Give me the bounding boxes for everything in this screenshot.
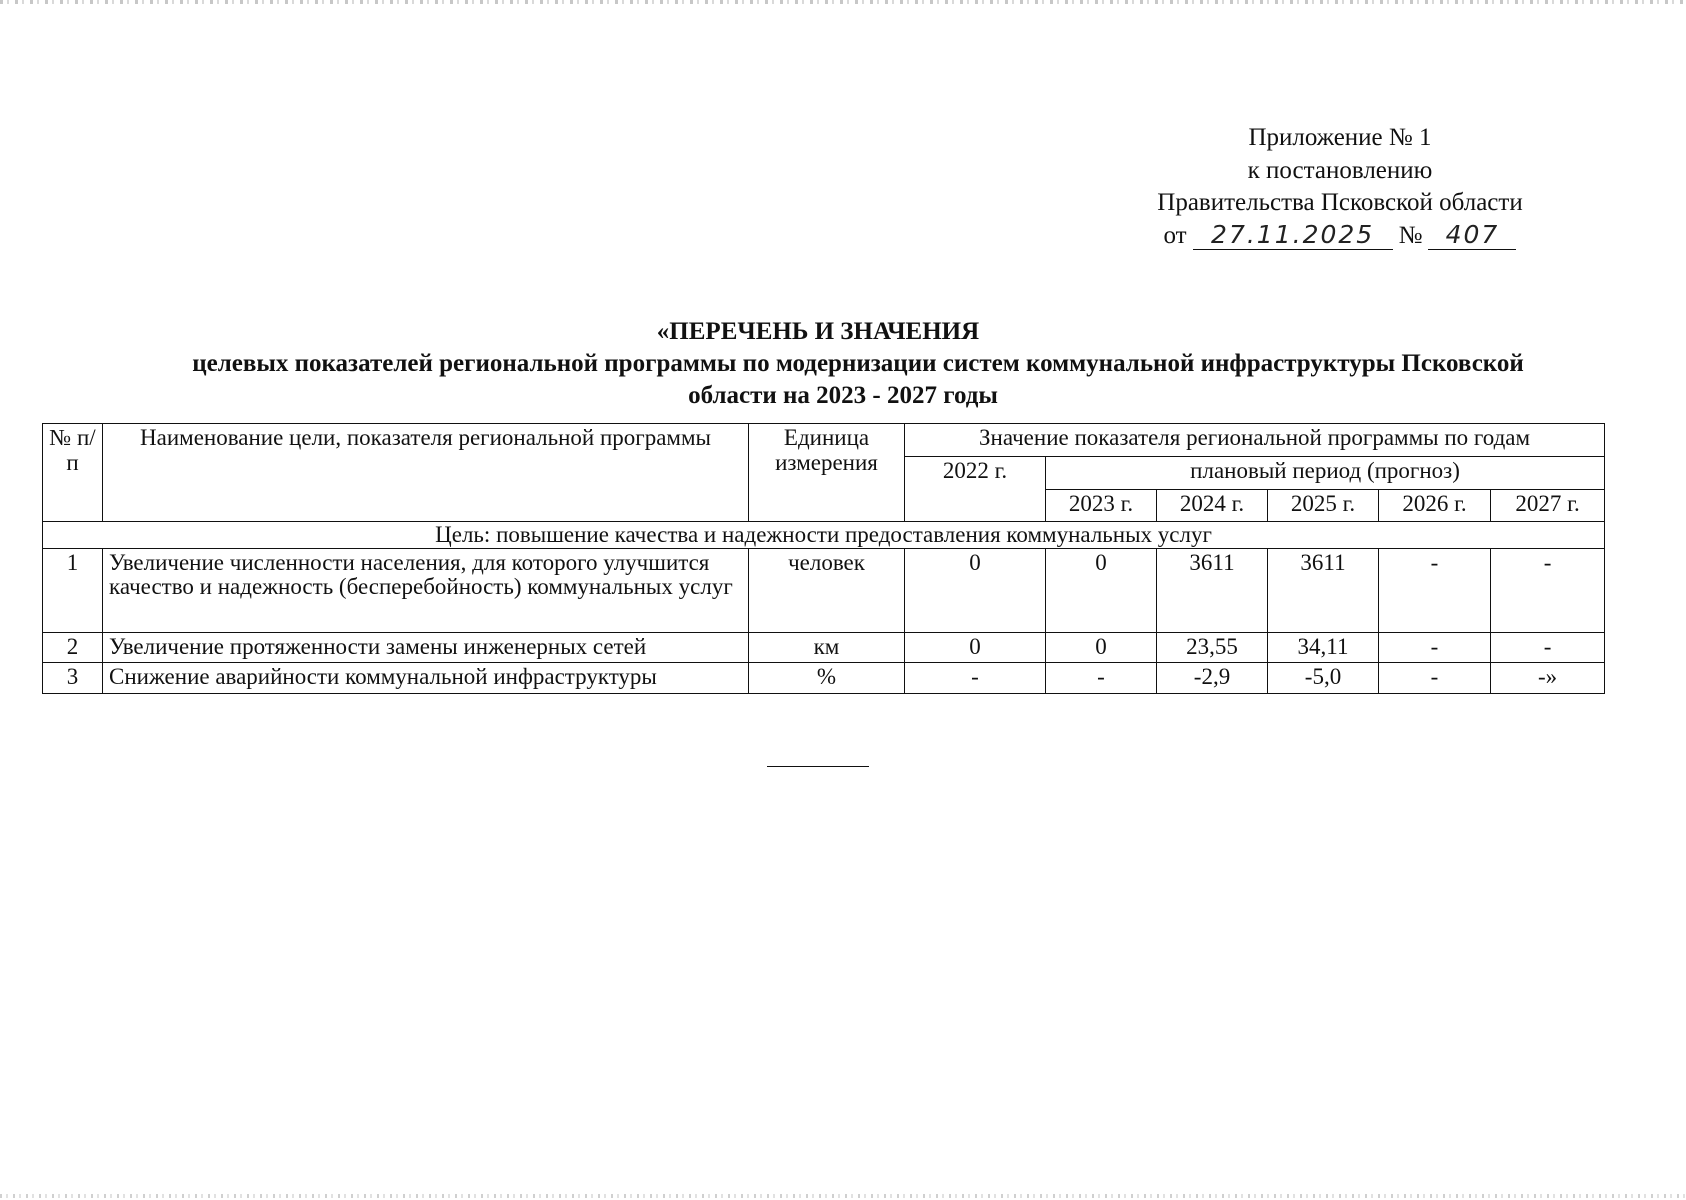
row-value-2026: - bbox=[1379, 548, 1491, 632]
row-value-2025: 3611 bbox=[1268, 548, 1379, 632]
header-values-group: Значение показателя региональной программы по годам bbox=[905, 424, 1605, 457]
row-value-2022: 0 bbox=[905, 632, 1046, 662]
header-unit: Единица измерения bbox=[749, 424, 905, 522]
row-value-2026: - bbox=[1379, 662, 1491, 693]
header-num: № п/п bbox=[43, 424, 103, 522]
header-year-2026: 2026 г. bbox=[1379, 490, 1491, 522]
row-value-2022: - bbox=[905, 662, 1046, 693]
row-value-2024: 3611 bbox=[1157, 548, 1268, 632]
table-row bbox=[43, 548, 1605, 632]
document-title bbox=[0, 316, 1686, 412]
row-value-2025: -5,0 bbox=[1268, 662, 1379, 693]
row-name: Увеличение численности населения, для которого улучшится качество и надежность (бесперебойность) коммунальных услуг bbox=[103, 548, 749, 632]
indicators-table bbox=[42, 423, 1605, 694]
header-base-year: 2022 г. bbox=[905, 457, 1046, 522]
appendix-line-3: Правительства Псковской области bbox=[1157, 189, 1523, 216]
goal-text: Цель: повышение качества и надежности предоставления коммунальных услуг bbox=[43, 522, 1605, 549]
header-year-2027: 2027 г. bbox=[1491, 490, 1605, 522]
scan-edge-bottom bbox=[0, 1194, 1686, 1198]
appendix-line-1: Приложение № 1 bbox=[1248, 124, 1432, 151]
row-unit: человек bbox=[749, 548, 905, 632]
scan-edge-top bbox=[0, 0, 1686, 4]
row-num: 2 bbox=[43, 632, 103, 662]
header-row-1 bbox=[43, 424, 1605, 457]
row-value-2023: - bbox=[1046, 662, 1157, 693]
handwritten-date: 27.11.2025 bbox=[1193, 221, 1393, 250]
row-value-2027: -» bbox=[1491, 662, 1605, 693]
row-value-2024: 23,55 bbox=[1157, 632, 1268, 662]
appendix-line-2: к постановлению bbox=[1247, 156, 1433, 184]
number-label: № bbox=[1398, 221, 1423, 249]
appendix-date-line bbox=[1100, 220, 1580, 253]
row-value-2026: - bbox=[1379, 632, 1491, 662]
row-unit: км bbox=[749, 632, 905, 662]
title-line-1: «ПЕРЕЧЕНЬ И ЗНАЧЕНИЯ bbox=[656, 318, 980, 345]
row-num: 3 bbox=[43, 662, 103, 693]
header-year-2023: 2023 г. bbox=[1046, 490, 1157, 522]
header-year-2024: 2024 г. bbox=[1157, 490, 1268, 522]
handwritten-number: 407 bbox=[1428, 221, 1516, 250]
title-line-3: области на 2023 - 2027 годы bbox=[688, 382, 998, 409]
appendix-block bbox=[1100, 122, 1580, 252]
row-name: Увеличение протяженности замены инженерных сетей bbox=[103, 632, 749, 662]
row-value-2023: 0 bbox=[1046, 632, 1157, 662]
row-name: Снижение аварийности коммунальной инфраструктуры bbox=[103, 662, 749, 693]
row-value-2027: - bbox=[1491, 632, 1605, 662]
row-unit: % bbox=[749, 662, 905, 693]
goal-row bbox=[43, 522, 1605, 549]
table-row bbox=[43, 632, 1605, 662]
header-year-2025: 2025 г. bbox=[1268, 490, 1379, 522]
row-value-2025: 34,11 bbox=[1268, 632, 1379, 662]
row-value-2023: 0 bbox=[1046, 548, 1157, 632]
row-num: 1 bbox=[43, 548, 103, 632]
header-forecast: плановый период (прогноз) bbox=[1046, 457, 1605, 490]
row-value-2022: 0 bbox=[905, 548, 1046, 632]
table-row bbox=[43, 662, 1605, 693]
header-name: Наименование цели, показателя региональной программы bbox=[103, 424, 749, 522]
title-line-2: целевых показателей региональной программы по модернизации систем коммунальной инфраструктуры Псковской bbox=[192, 350, 1524, 377]
row-value-2027: - bbox=[1491, 548, 1605, 632]
from-label: от bbox=[1163, 221, 1187, 249]
signoff-line bbox=[767, 766, 869, 767]
row-value-2024: -2,9 bbox=[1157, 662, 1268, 693]
